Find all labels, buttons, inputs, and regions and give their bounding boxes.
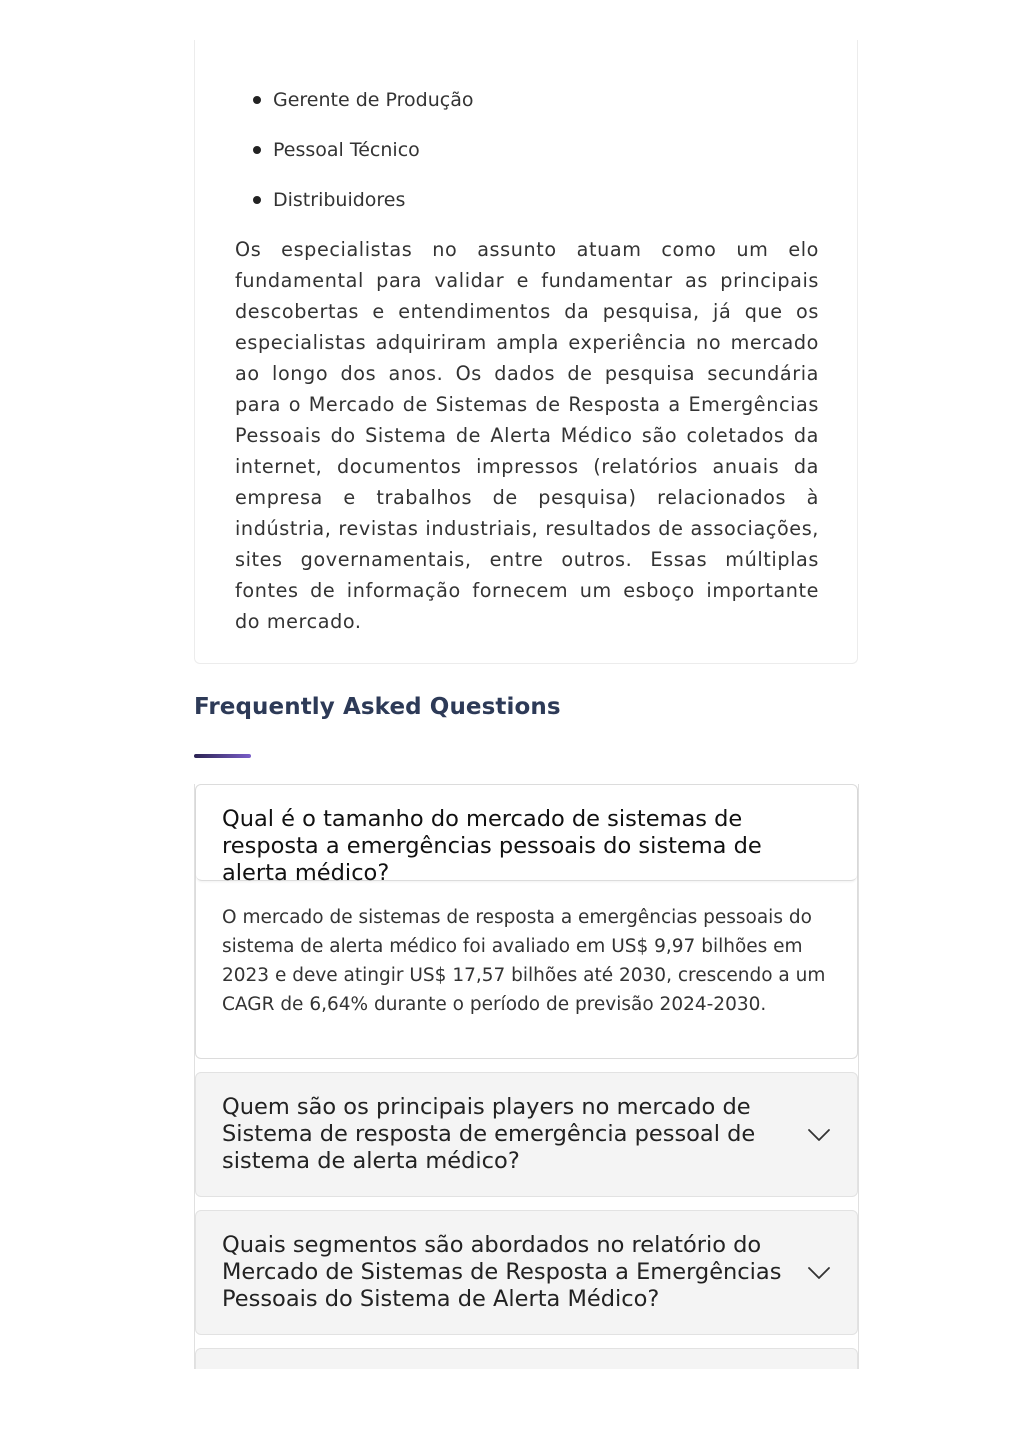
faq-question-text: Quais segmentos são abordados no relatório do Mercado de Sistemas de Resposta a Emergências Pessoais do Sistema de Alerta Médico? (222, 1232, 782, 1312)
bullet-icon (253, 146, 261, 154)
methodology-paragraph: Os especialistas no assunto atuam como um elo fundamental para validar e fundamentar as principais descobertas e entendimentos da pesquisa, já que os especialistas adquiriram ampla experiência no mercado ao longo dos anos. Os dados de pesquisa secundária para o Mercado de Sistemas de Resposta a Emergências Pessoais do Sistema de Alerta Médico são coletados da internet, documentos impressos (relatórios anuais da empresa e trabalhos de pesquisa) relacionados à indústria, revistas industriais, resultados de associações, sites governamentais, entre outros. Essas múltiplas fontes de informação fornecem um esboço importante do mercado. (235, 238, 819, 633)
list-item (273, 184, 473, 216)
faq-accordion (194, 784, 859, 1369)
list-item (273, 134, 473, 166)
methodology-card (194, 40, 858, 664)
faq-item-collapsed[interactable] (195, 1072, 858, 1197)
list-item-label: Distribuidores (273, 189, 406, 211)
faq-question-text: Qual é o tamanho do mercado de sistemas de resposta a emergências pessoais do sistema de alerta médico? (222, 806, 762, 886)
faq-item-expanded (195, 784, 858, 1059)
expert-roles-list (273, 84, 473, 234)
bullet-icon (253, 96, 261, 104)
bullet-icon (253, 196, 261, 204)
list-item-label: Pessoal Técnico (273, 139, 420, 161)
faq-question-text: Quem são os principais players no mercado de Sistema de resposta de emergência pessoal de sistema de alerta médico? (222, 1094, 756, 1174)
faq-question-toggle[interactable] (196, 785, 857, 886)
faq-answer-text: O mercado de sistemas de resposta a emergências pessoais do sistema de alerta médico foi avaliado em US$ 9,97 bilhões em 2023 e deve atingir US$ 17,57 bilhões até 2030, crescendo a um CAGR de 6,64% durante o período de previsão 2024-2030. (222, 907, 826, 1015)
chevron-down-icon[interactable] (807, 1128, 831, 1142)
faq-heading-underline (194, 754, 251, 758)
chevron-down-icon[interactable] (807, 1266, 831, 1280)
list-item (273, 84, 473, 116)
list-item-label: Gerente de Produção (273, 89, 474, 111)
faq-item-collapsed[interactable] (195, 1210, 858, 1335)
faq-item-collapsed[interactable] (195, 1348, 858, 1369)
faq-heading: Frequently Asked Questions (194, 694, 561, 720)
